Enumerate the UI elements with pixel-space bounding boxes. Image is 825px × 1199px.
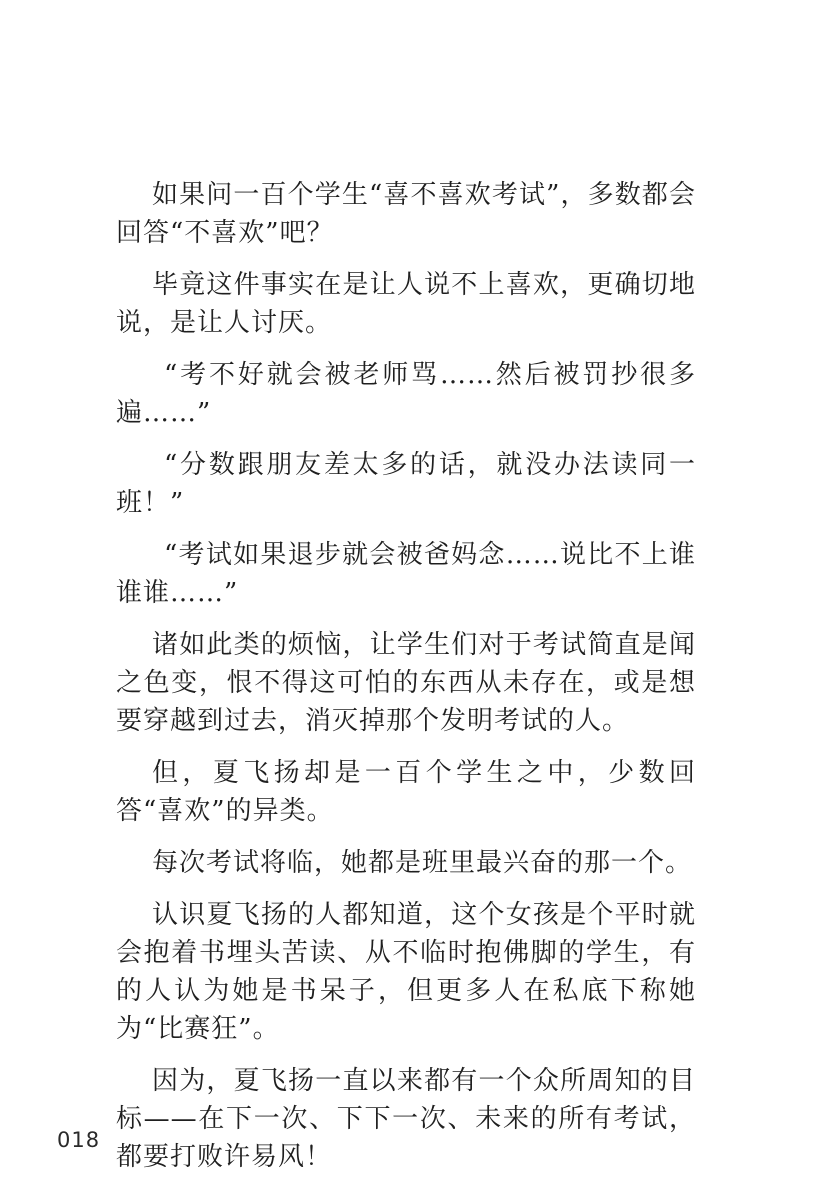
paragraph-3: 诸如此类的烦恼，让学生们对于考试简直是闻之色变，恨不得这可怕的东西从未存在，或是想要穿越到过去，消灭掉那个发明考试的人。 [116,630,696,736]
quote-3: “考试如果退步就会被爸妈念……说比不上谁谁谁……” [116,540,696,608]
paragraph-6: 认识夏飞扬的人都知道，这个女孩是个平时就会抱着书埋头苦读、从不临时抱佛脚的学生，有的人认为她是书呆子，但更多人在私底下称她为“比赛狂”。 [116,900,696,1044]
page-number: 018 [57,1128,101,1152]
paragraph-1: 如果问一百个学生“喜不喜欢考试”，多数都会回答“不喜欢”吧？ [116,180,696,248]
paragraph-2: 毕竟这件事实在是让人说不上喜欢，更确切地说，是让人讨厌。 [116,270,696,338]
paragraph-7: 因为，夏飞扬一直以来都有一个众所周知的目标——在下一次、下下一次、未来的所有考试，都要打败许易风！ [116,1066,696,1172]
quote-1: “考不好就会被老师骂……然后被罚抄很多遍……” [116,360,696,428]
paragraph-5: 每次考试将临，她都是班里最兴奋的那一个。 [152,848,693,878]
body-text [116,176,696,1190]
quote-2: “分数跟朋友差太多的话，就没办法读同一班！” [116,450,696,518]
paragraph-4: 但，夏飞扬却是一百个学生之中，少数回答“喜欢”的异类。 [116,758,696,826]
